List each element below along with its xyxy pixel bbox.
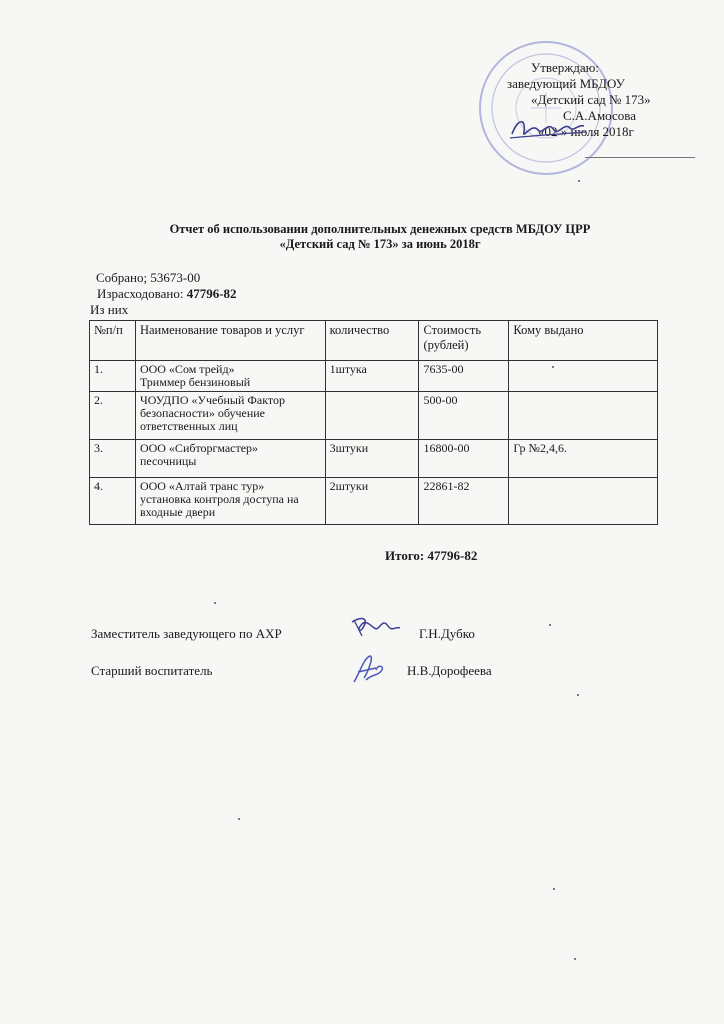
signatory-name: Г.Н.Дубко — [419, 626, 475, 641]
title-line-1: Отчет об использовании дополнительных денежных средств МБДОУ ЦРР — [169, 222, 591, 236]
director-signature — [508, 112, 588, 144]
signature-row-senior-educator — [91, 663, 492, 679]
row-recipient: Гр №2,4,6. — [509, 440, 658, 478]
header-cost: Стоимость (рублей) — [419, 321, 509, 361]
table-header-row — [90, 321, 658, 361]
row-name-line: безопасности» обучение — [139, 406, 265, 420]
approval-position: заведующий МБДОУ — [507, 76, 625, 91]
row-name-line: Триммер бензиновый — [139, 375, 251, 389]
scan-speck — [578, 180, 580, 182]
approval-name: С.А.Амосова — [563, 108, 637, 123]
row-qty — [325, 392, 419, 440]
scan-speck — [553, 888, 555, 890]
collected-amount: Собрано; 53673-00 — [96, 270, 201, 285]
scan-speck — [549, 624, 551, 626]
spent-value: 47796-82 — [186, 286, 237, 301]
summary-block — [90, 270, 237, 318]
row-num: 2. — [90, 392, 136, 440]
of-them-label: Из них — [90, 302, 129, 317]
scan-speck — [577, 694, 579, 696]
row-num: 4. — [90, 478, 136, 525]
report-title — [90, 222, 670, 252]
row-name — [135, 478, 325, 525]
row-name-line: установка контроля доступа на — [139, 492, 299, 506]
header-name: Наименование товаров и услуг — [135, 321, 325, 361]
row-qty: 1штука — [325, 361, 419, 392]
scan-speck — [214, 602, 216, 604]
signatory-role: Старший воспитатель — [91, 663, 213, 678]
row-name-line: ответственных лиц — [139, 419, 238, 433]
spent-amount — [97, 286, 237, 302]
header-num: №п/п — [90, 321, 136, 361]
approval-heading: Утверждаю: — [531, 60, 599, 75]
deputy-signature — [348, 614, 402, 640]
row-recipient — [509, 361, 658, 392]
row-cost: 500-00 — [419, 392, 509, 440]
approval-underline — [585, 157, 695, 158]
row-recipient — [509, 478, 658, 525]
table-row — [90, 440, 658, 478]
table-row — [90, 361, 658, 392]
row-num: 3. — [90, 440, 136, 478]
approval-date: «02 » июля 2018г — [538, 124, 634, 139]
spent-label: Израсходовано: — [97, 286, 187, 301]
title-line-2: «Детский сад № 173» за июнь 2018г — [279, 237, 481, 251]
scan-speck — [574, 958, 576, 960]
row-name-line: ООО «Алтай транс тур» — [139, 479, 265, 493]
header-qty: количество — [325, 321, 419, 361]
row-qty: 2штуки — [325, 478, 419, 525]
row-name-line: входные двери — [139, 505, 216, 519]
row-name — [135, 392, 325, 440]
row-cost: 22861-82 — [419, 478, 509, 525]
row-name — [135, 361, 325, 392]
senior-educator-signature — [348, 652, 388, 688]
table-row — [90, 392, 658, 440]
row-name-line: песочницы — [139, 454, 197, 468]
table-row — [90, 478, 658, 525]
expense-table — [89, 320, 658, 525]
row-cost: 16800-00 — [419, 440, 509, 478]
row-recipient — [509, 392, 658, 440]
row-name-line: ООО «Сом трейд» — [139, 362, 235, 376]
row-name-line: ЧОУДПО «Учебный Фактор — [139, 393, 285, 407]
approval-org: «Детский сад № 173» — [531, 92, 651, 107]
scan-speck — [238, 818, 240, 820]
row-name — [135, 440, 325, 478]
signatory-name: Н.В.Дорофеева — [407, 663, 492, 678]
row-cost: 7635-00 — [419, 361, 509, 392]
header-recipient: Кому выдано — [509, 321, 658, 361]
row-name-line: ООО «Сибторгмастер» — [139, 441, 259, 455]
scan-speck — [552, 366, 554, 368]
signature-row-deputy — [91, 626, 475, 642]
total-amount: Итого: 47796-82 — [385, 548, 478, 563]
signatory-role: Заместитель заведующего по АХР — [91, 626, 282, 641]
row-num: 1. — [90, 361, 136, 392]
row-qty: 3штуки — [325, 440, 419, 478]
